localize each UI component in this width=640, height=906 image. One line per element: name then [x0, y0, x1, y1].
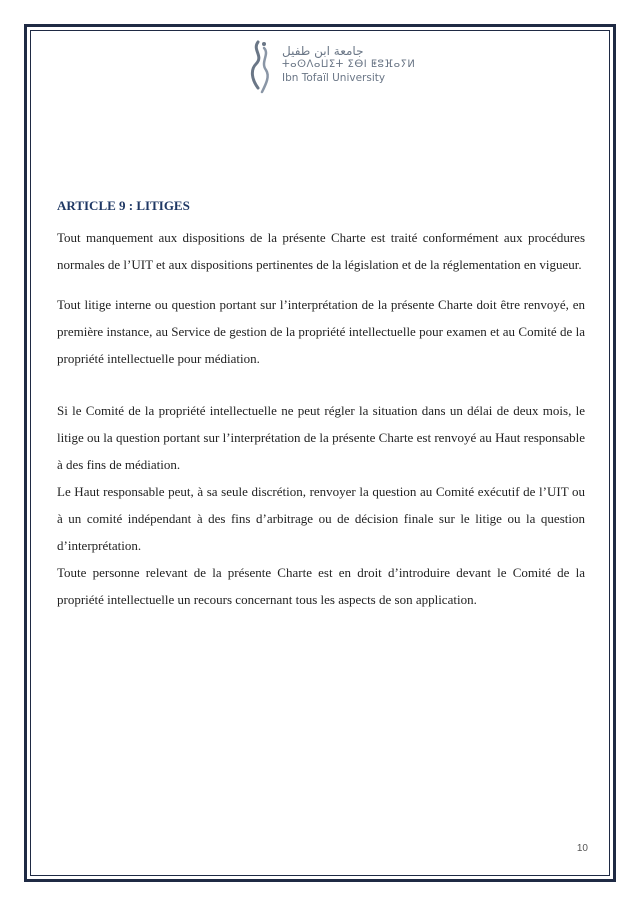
logo-tifinagh-name: ⵜⴰⵙⴷⴰⵡⵉⵜ ⵉⴱⵏ ⵟⵓⴼⴰⵢⵍ: [282, 59, 416, 70]
page-number: 10: [576, 843, 588, 854]
article-paragraph: Tout litige interne ou question portant sur l’interprétation de la présente Charte doit être renvoyé, en première instance, au Service de gestion de la propriété intellectuelle pour examen et au Comité de la propriété intellectuelle pour médiation.: [57, 297, 585, 366]
university-emblem-icon: [244, 40, 280, 98]
article-paragraph: Toute personne relevant de la présente Charte est en droit d’introduire devant le Comité de la propriété intellectuelle un recours concernant tous les aspects de son application.: [57, 565, 585, 607]
article-paragraph: Tout manquement aux dispositions de la présente Charte est traité conformément aux procédures normales de l’UIT et aux dispositions pertinentes de la législation et de la réglementation en vigueur.: [57, 230, 585, 272]
logo-arabic-name: جامعة ابن طفيل: [282, 44, 364, 58]
document-body: [57, 198, 585, 613]
university-logo: [244, 40, 416, 98]
article-paragraph: Si le Comité de la propriété intellectuelle ne peut régler la situation dans un délai de deux mois, le litige ou la question portant sur l’interprétation de la présente Charte est renvoyé au Haut responsable à des fins de médiation.: [57, 403, 585, 472]
article-paragraph: Le Haut responsable peut, à sa seule discrétion, renvoyer la question au Comité exécutif de l’UIT ou à un comité indépendant à des fins d’arbitrage ou de décision finale sur le litige ou la question d’interprétation.: [57, 484, 585, 553]
article-heading: ARTICLE 9 : LITIGES: [57, 198, 190, 213]
paragraph-spacer: [57, 385, 585, 397]
logo-english-name: Ibn Tofaïl University: [282, 72, 386, 84]
